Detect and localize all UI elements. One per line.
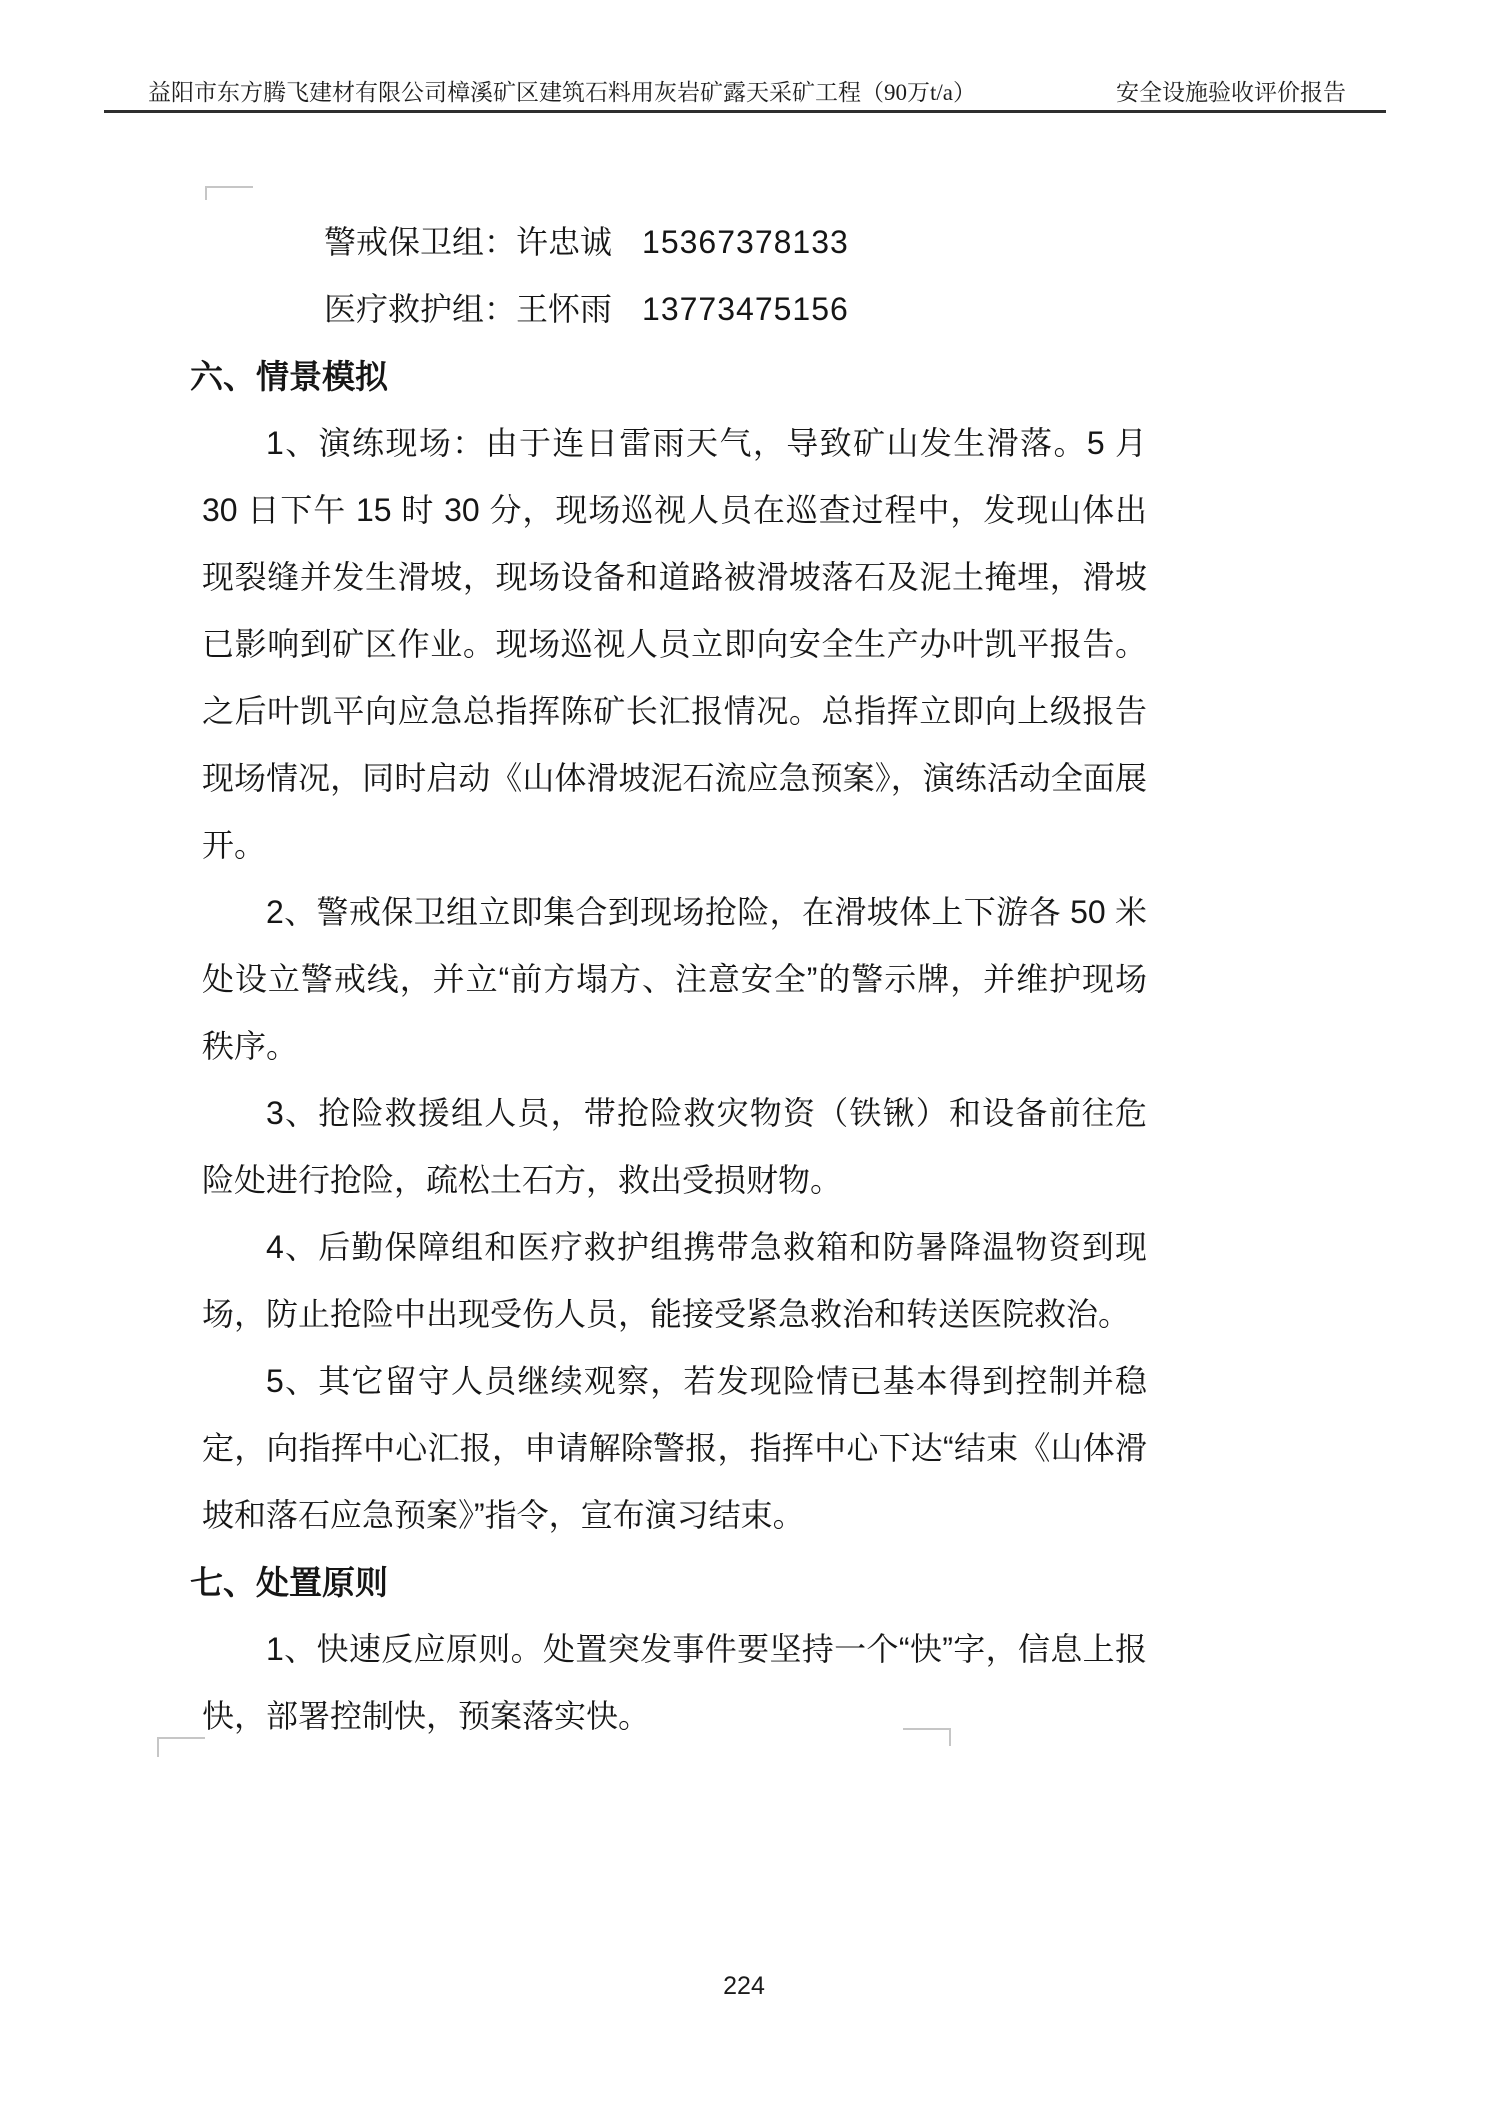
paragraph: 3、抢险救援组人员，带抢险救灾物资（铁锹）和设备前往危险处进行抢险，疏松土石方，救出受损财物。 <box>202 1095 1147 1198</box>
section-heading-disposal-principles: 七、处置原则 <box>190 1564 388 1601</box>
paragraph: 2、警戒保卫组立即集合到现场抢险，在滑坡体上下游各 50 米处设立警戒线，并立“前方塌方、注意安全”的警示牌，并维护现场秩序。 <box>202 894 1147 1064</box>
section-heading-scenario-simulation: 六、情景模拟 <box>190 358 388 395</box>
page-header <box>148 74 1346 107</box>
paragraph: 5、其它留守人员继续观察，若发现险情已基本得到控制并稳定，向指挥中心汇报，申请解除警报，指挥中心下达“结束《山体滑坡和落石应急预案》”指令，宣布演习结束。 <box>202 1363 1147 1533</box>
contact-phone-number: 13773475156 <box>642 291 849 327</box>
contact-person-name: 许忠诚 <box>516 224 613 260</box>
header-divider <box>104 110 1386 113</box>
paragraph: 1、快速反应原则。处置突发事件要坚持一个“快”字，信息上报快，部署控制快，预案落实快。 <box>202 1631 1147 1734</box>
page-number: 224 <box>723 1972 765 2000</box>
document-body <box>190 209 1147 1750</box>
contact-line <box>202 276 1147 343</box>
contact-group-label: 警戒保卫组： <box>324 224 517 260</box>
contact-line <box>202 209 1147 276</box>
paragraph: 1、演练现场：由于连日雷雨天气，导致矿山发生滑落。5 月 30 日下午 15 时 30 分，现场巡视人员在巡查过程中，发现山体出现裂缝并发生滑坡，现场设备和道路被滑坡落石及泥土掩埋，滑坡已影响到矿区作业。现场巡视人员立即向安全生产办叶凯平报告。之后叶凯平向应急总指挥陈矿长汇报情况。总指挥立即向上级报告现场情况，同时启动《山体滑坡泥石流应急预案》，演练活动全面展开。 <box>202 425 1147 863</box>
page-header-right: 安全设施验收评价报告 <box>1116 80 1346 105</box>
contact-person-name: 王怀雨 <box>516 291 613 327</box>
paragraph: 4、后勤保障组和医疗救护组携带急救箱和防暑降温物资到现场，防止抢险中出现受伤人员，能接受紧急救治和转送医院救治。 <box>202 1229 1147 1332</box>
text-boundary-mark-bottom-left <box>157 1737 205 1757</box>
text-boundary-mark-top-left <box>205 186 253 200</box>
page-header-left: 益阳市东方腾飞建材有限公司樟溪矿区建筑石料用灰岩矿露天采矿工程（90万t/a） <box>148 80 976 105</box>
contact-group-label: 医疗救护组： <box>324 291 517 327</box>
contact-phone-number: 15367378133 <box>642 224 849 260</box>
